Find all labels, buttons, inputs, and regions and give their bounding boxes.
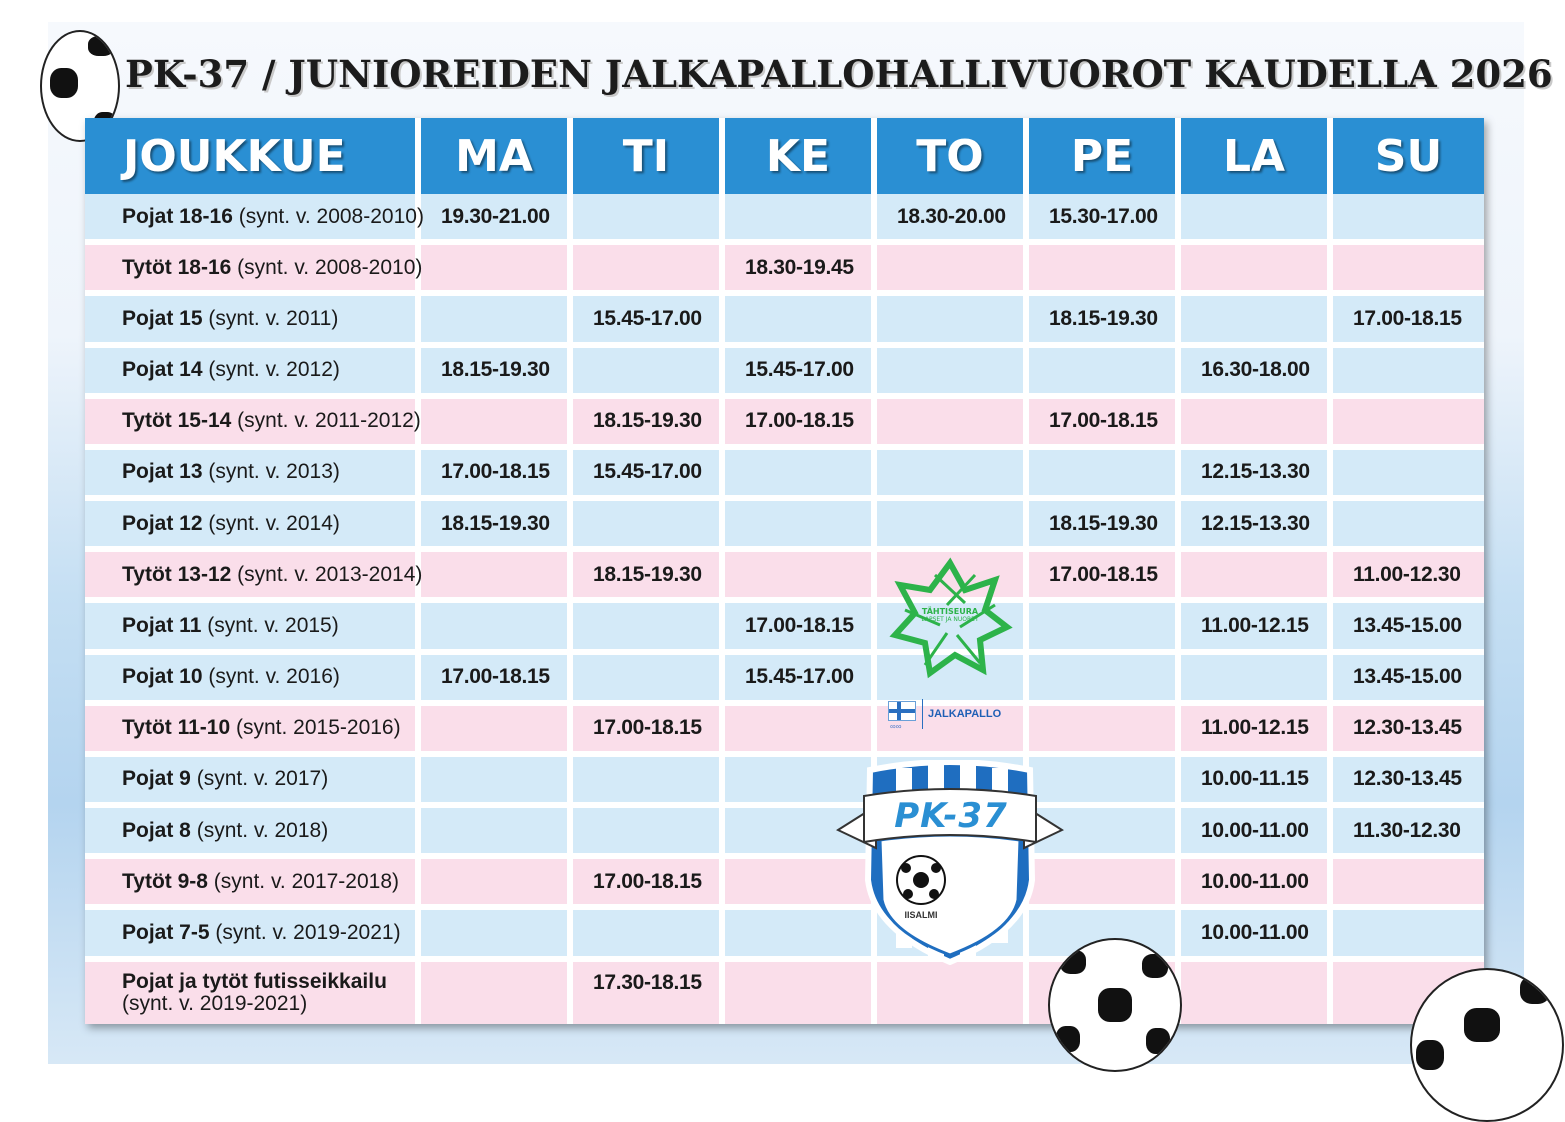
header-ma: MA [421,118,573,194]
time-cell-to [877,296,1029,347]
team-cell [85,603,421,654]
time-cell-ma: 18.15-19.30 [421,501,573,552]
time-cell-pe [1029,450,1181,501]
team-cell [85,450,421,501]
team-years: (synt. v. 2015) [207,613,339,637]
time-cell-su [1333,450,1484,501]
time-cell-to [877,501,1029,552]
time-cell-ti: 17.30-18.15 [573,962,725,1024]
time-cell-su: 13.45-15.00 [1333,655,1484,706]
table-row [85,910,1484,961]
time-cell-ke [725,552,877,603]
time-cell-ke: 18.30-19.45 [725,245,877,296]
time-cell-pe: 17.00-18.15 [1029,399,1181,450]
time-cell-ma [421,757,573,808]
table-row [85,245,1484,296]
table-row [85,859,1484,910]
table-row [85,552,1484,603]
time-cell-su [1333,194,1484,245]
time-cell-su: 12.30-13.45 [1333,757,1484,808]
team-years: (synt. v. 2019-2021) [215,920,401,944]
time-cell-ma [421,859,573,910]
team-years: (synt. v. 2014) [208,511,340,535]
time-cell-su: 12.30-13.45 [1333,706,1484,757]
table-row [85,808,1484,859]
time-cell-ti: 15.45-17.00 [573,450,725,501]
time-cell-su [1333,859,1484,910]
header-la: LA [1181,118,1333,194]
time-cell-la [1181,655,1333,706]
time-cell-ti: 18.15-19.30 [573,552,725,603]
time-cell-ke [725,706,877,757]
tahtiseura-line2: LAPSET JA NUORET [921,616,979,623]
team-cell [85,757,421,808]
team-cell [85,348,421,399]
tahtiseura-line1: TÄHTISEURA [921,607,979,616]
table-row [85,194,1484,245]
time-cell-la: 11.00-12.15 [1181,603,1333,654]
team-name: Pojat 8 [122,818,191,842]
table-row [85,706,1484,757]
time-cell-pe [1029,655,1181,706]
team-name: Pojat 10 [122,665,203,689]
table-row [85,603,1484,654]
jalkapallo-logo [886,697,1016,733]
time-cell-ma [421,399,573,450]
time-cell-pe [1029,245,1181,296]
team-name: Pojat 13 [122,460,203,484]
team-cell [85,399,421,450]
table-row [85,501,1484,552]
time-cell-ma [421,962,573,1024]
time-cell-ke [725,194,877,245]
time-cell-la [1181,296,1333,347]
time-cell-pe [1029,706,1181,757]
team-years: (synt. v. 2016) [208,665,340,689]
time-cell-pe: 15.30-17.00 [1029,194,1181,245]
team-years: (synt. v. 2008-2010) [238,204,424,228]
team-years: (synt. v. 2011-2012) [237,409,421,433]
time-cell-ma: 17.00-18.15 [421,655,573,706]
time-cell-ti [573,348,725,399]
team-cell [85,245,421,296]
team-name: Tytöt 15-14 [122,409,232,433]
time-cell-pe: 17.00-18.15 [1029,552,1181,603]
team-years: (synt. v. 2019-2021) [122,991,308,1015]
time-cell-su [1333,245,1484,296]
schedule-body [85,194,1484,1024]
time-cell-ke [725,296,877,347]
time-cell-su: 17.00-18.15 [1333,296,1484,347]
team-years: (synt. v. 2013-2014) [237,562,423,586]
team-name: Pojat 11 [122,613,202,637]
team-years: (synt. v. 2012) [208,358,340,382]
table-row [85,348,1484,399]
time-cell-ke [725,962,877,1024]
jalkapallo-text: JALKAPALLO [928,708,1002,720]
time-cell-ti: 17.00-18.15 [573,706,725,757]
time-cell-la [1181,552,1333,603]
time-cell-ma [421,910,573,961]
team-cell [85,859,421,910]
time-cell-ma [421,245,573,296]
team-years: (synt. v. 2018) [196,818,329,842]
team-name: Pojat 7-5 [122,920,210,944]
time-cell-ma [421,296,573,347]
time-cell-la: 16.30-18.00 [1181,348,1333,399]
time-cell-su [1333,348,1484,399]
time-cell-ti [573,245,725,296]
time-cell-ma [421,552,573,603]
team-cell [85,501,421,552]
time-cell-ti: 18.15-19.30 [573,399,725,450]
time-cell-ma [421,808,573,859]
time-cell-la [1181,399,1333,450]
table-row [85,450,1484,501]
time-cell-ma: 19.30-21.00 [421,194,573,245]
time-cell-ma: 18.15-19.30 [421,348,573,399]
time-cell-la: 10.00-11.15 [1181,757,1333,808]
team-cell [85,910,421,961]
team-name: Tytöt 18-16 [122,255,232,279]
time-cell-to [877,348,1029,399]
time-cell-la: 10.00-11.00 [1181,859,1333,910]
time-cell-ke: 17.00-18.15 [725,603,877,654]
team-cell [85,552,421,603]
time-cell-ke: 15.45-17.00 [725,348,877,399]
time-cell-su [1333,399,1484,450]
time-cell-su: 13.45-15.00 [1333,603,1484,654]
schedule-table [85,118,1484,1024]
football-icon [1048,938,1182,1072]
team-years: (synt. v. 2013) [208,460,340,484]
team-name: Tytöt 11-10 [122,716,231,740]
team-years: (synt. 2015-2016) [236,716,401,740]
time-cell-la: 11.00-12.15 [1181,706,1333,757]
time-cell-ma [421,706,573,757]
time-cell-to [877,962,1029,1024]
time-cell-pe: 18.15-19.30 [1029,296,1181,347]
time-cell-to [877,450,1029,501]
football-icon [1410,968,1564,1122]
team-name: Pojat 14 [122,358,203,382]
team-years: (synt. v. 2008-2010) [237,255,423,279]
team-years: (synt. v. 2017) [196,767,329,791]
time-cell-la: 10.00-11.00 [1181,808,1333,859]
header-row [85,118,1484,194]
time-cell-ke [725,501,877,552]
time-cell-pe [1029,348,1181,399]
time-cell-ti [573,603,725,654]
time-cell-ti [573,501,725,552]
team-name: Tytöt 9-8 [122,869,208,893]
table-row [85,962,1484,1024]
team-name: Pojat 9 [122,767,191,791]
time-cell-la [1181,962,1333,1024]
time-cell-la: 10.00-11.00 [1181,910,1333,961]
team-cell [85,194,424,245]
team-name: Pojat 12 [122,511,203,535]
header-pe: PE [1029,118,1181,194]
pk37-crest [836,760,1064,965]
time-cell-su [1333,501,1484,552]
time-cell-ma: 17.00-18.15 [421,450,573,501]
time-cell-ti [573,757,725,808]
time-cell-ti: 15.45-17.00 [573,296,725,347]
time-cell-ti [573,655,725,706]
table-row [85,399,1484,450]
schedule-table-wrap [85,118,1484,1024]
team-cell [85,808,421,859]
time-cell-la [1181,194,1333,245]
team-name: Pojat ja tytöt futisseikkailu [122,969,387,993]
tahtiseura-logo [885,555,1015,685]
time-cell-to [877,399,1029,450]
club-city: IISALMI [904,910,938,920]
table-row [85,757,1484,808]
team-years: (synt. v. 2011) [208,306,339,330]
time-cell-la: 12.15-13.30 [1181,450,1333,501]
time-cell-ke [725,450,877,501]
club-shield-icon [836,760,1064,965]
time-cell-ti [573,194,725,245]
team-name: Pojat 15 [122,306,203,330]
olympic-rings-icon: ∞∞ [890,722,902,731]
team-years: (synt. v. 2017-2018) [213,869,400,893]
tahtiseura-text [903,607,997,623]
time-cell-la [1181,245,1333,296]
team-cell [85,296,421,347]
time-cell-su: 11.30-12.30 [1333,808,1484,859]
header-ti: TI [573,118,725,194]
team-cell [85,706,421,757]
jalkapallo-divider [922,699,923,729]
time-cell-pe [1029,603,1181,654]
time-cell-ti [573,808,725,859]
time-cell-ti [573,910,725,961]
time-cell-la: 12.15-13.30 [1181,501,1333,552]
time-cell-to: 18.30-20.00 [877,194,1029,245]
time-cell-pe: 18.15-19.30 [1029,501,1181,552]
time-cell-su [1333,910,1484,961]
team-cell [85,962,421,1024]
table-row [85,655,1484,706]
team-name: Tytöt 13-12 [122,562,232,586]
time-cell-to [877,245,1029,296]
time-cell-su: 11.00-12.30 [1333,552,1484,603]
table-row [85,296,1484,347]
time-cell-ke: 15.45-17.00 [725,655,877,706]
page-title: PK-37 / JUNIOREIDEN JALKAPALLOHALLIVUOROT KAUDELLA 2026 [125,52,1553,96]
header-ke: KE [725,118,877,194]
header-joukkue: JOUKKUE [85,118,421,194]
time-cell-ke: 17.00-18.15 [725,399,877,450]
header-to: TO [877,118,1029,194]
header-su: SU [1333,118,1484,194]
finland-flag-icon [888,701,916,721]
team-cell [85,655,421,706]
team-name: Pojat 18-16 [122,204,233,228]
time-cell-ti: 17.00-18.15 [573,859,725,910]
club-name: PK-37 [894,796,1008,836]
time-cell-ma [421,603,573,654]
